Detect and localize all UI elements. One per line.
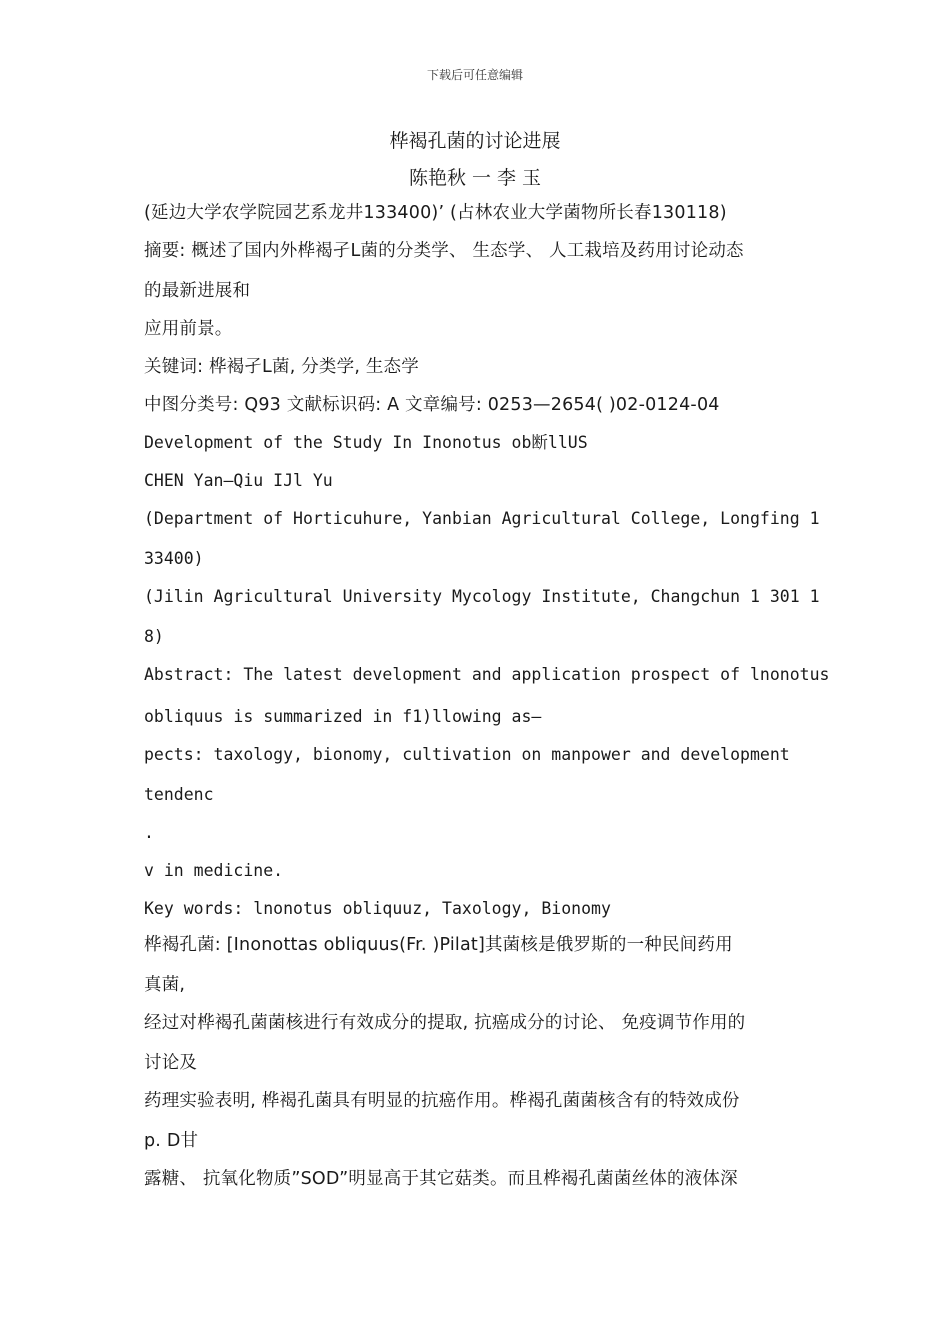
body-paragraph-line-4: 讨论及 — [144, 1053, 198, 1073]
english-affiliation-2-cont: 8) — [144, 627, 164, 646]
abstract-chinese-end: 应用前景。 — [144, 319, 233, 339]
body-paragraph-line-2: 真菌, — [144, 975, 186, 995]
english-abstract-end: v in medicine. — [144, 861, 284, 880]
article-title: 桦褐孔菌的讨论进展 — [389, 130, 561, 152]
english-abstract-cont-1: obliquus is summarized in f1)llowing as— — [144, 707, 542, 726]
english-affiliation-2: (Jilin Agricultural University Mycology Institute, Changchun 1 301 1 — [144, 587, 820, 606]
article-authors: 陈艳秋 一 李 玉 — [408, 167, 542, 189]
english-abstract-cont-3: tendenc — [144, 785, 214, 804]
abstract-chinese-cont: 的最新进展和 — [144, 281, 251, 301]
english-affiliation-1-cont: 33400) — [144, 549, 204, 568]
page-header-note: 下载后可任意编辑 — [426, 68, 523, 82]
body-paragraph-line-3: 经过对桦褐孔菌菌核进行有效成分的提取, 抗癌成分的讨论、 免疫调节作用的 — [144, 1013, 746, 1033]
english-affiliation-1: (Department of Horticuhure, Yanbian Agricultural College, Longfing 1 — [144, 509, 820, 528]
classification-line: 中图分类号: Q93 文献标识码: A 文章编号: 0253—2654( )02-0124-04 — [144, 395, 720, 415]
keywords-chinese: 关键词: 桦褐孑L菌, 分类学, 生态学 — [144, 357, 419, 377]
english-abstract-dot: . — [144, 823, 154, 842]
english-authors: CHEN Yan—Qiu IJl Yu — [144, 471, 333, 490]
english-abstract: Abstract: The latest development and application prospect of lnonotus — [144, 665, 830, 684]
affiliation-chinese: (延边大学农学院园艺系龙井133400)’ (占林农业大学菌物所长春130118) — [144, 203, 727, 223]
english-keywords: Key words: lnonotus obliquuz, Taxology, Bionomy — [144, 899, 611, 918]
english-title: Development of the Study In Inonotus ob断llUS — [144, 433, 588, 452]
body-paragraph-line-1: 桦褐孔菌: [Inonottas obliquus(Fr. )Pilat]其菌核是俄罗斯的一种民间药用 — [144, 935, 733, 955]
abstract-chinese: 摘要: 概述了国内外桦褐孑L菌的分类学、 生态学、 人工栽培及药用讨论动态 — [144, 241, 744, 261]
body-paragraph-line-6: p. D甘 — [144, 1131, 199, 1151]
english-abstract-cont-2: pects: taxology, bionomy, cultivation on manpower and development — [144, 745, 790, 764]
body-paragraph-line-7: 露糖、 抗氧化物质”SOD”明显高于其它菇类。而且桦褐孔菌菌丝体的液体深 — [144, 1169, 738, 1189]
body-paragraph-line-5: 药理实验表明, 桦褐孔菌具有明显的抗癌作用。桦褐孔菌菌核含有的特效成份 — [144, 1091, 740, 1111]
